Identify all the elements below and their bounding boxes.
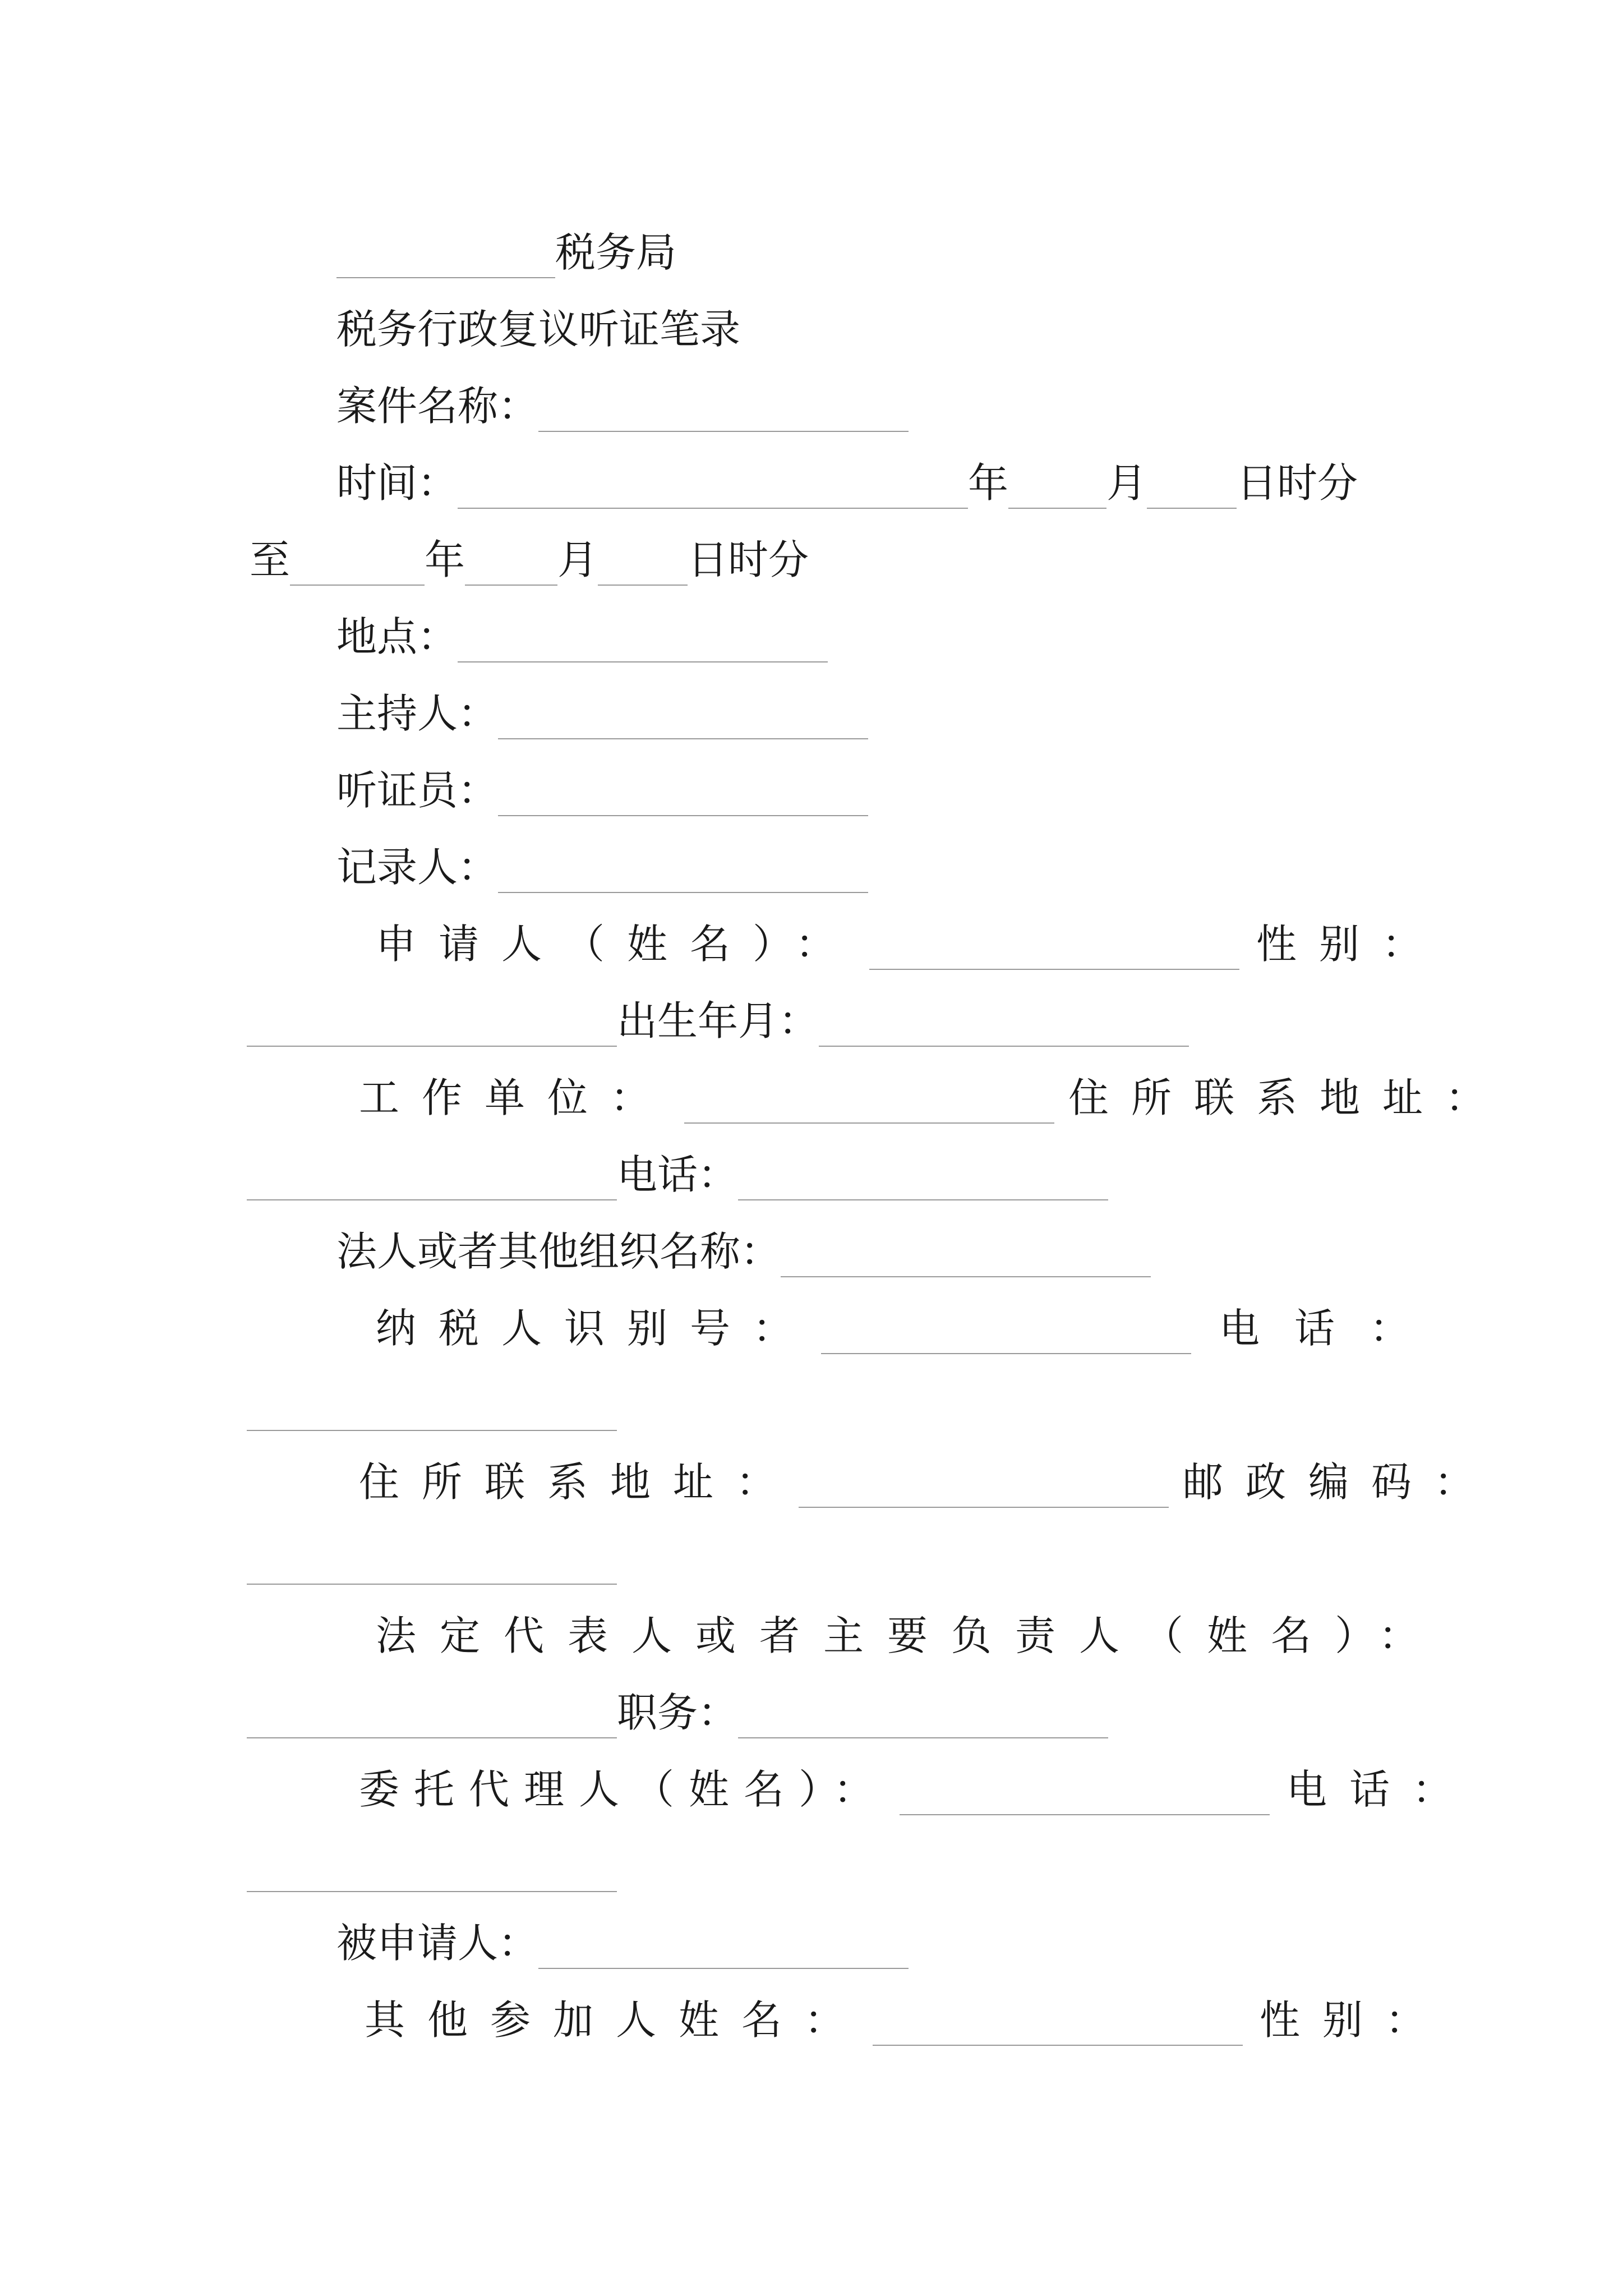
location-blank[interactable] [458, 661, 828, 662]
postal-code-blank-line [247, 1520, 617, 1587]
end-day-hour-minute-label: 日时分 [688, 536, 809, 583]
end-day-blank[interactable] [598, 585, 688, 586]
applicant-name-blank[interactable] [869, 969, 1239, 970]
document-title [336, 290, 740, 357]
location-label: 地点： [336, 613, 458, 660]
day-hour-minute-label: 日时分 [1237, 459, 1358, 507]
other-gender-label: 性别： [1260, 1996, 1449, 2044]
phone-line [247, 1135, 1108, 1203]
taxpayer-phone-blank[interactable] [247, 1430, 617, 1431]
legal-rep-line [376, 1596, 1442, 1664]
address-label: 住所联系地址： [1068, 1074, 1509, 1121]
host-blank[interactable] [498, 738, 868, 739]
position-label: 职务： [617, 1689, 739, 1736]
recorder-label: 记录人： [336, 844, 499, 891]
org-address-line [359, 1443, 1497, 1510]
time-month-blank[interactable] [1008, 508, 1106, 509]
agent-name-label: 委托代理人（姓名）： [359, 1766, 889, 1813]
hearing-officer-blank[interactable] [498, 815, 868, 816]
time-line [336, 444, 1358, 511]
bureau-label: 税务局 [555, 229, 677, 276]
taxpayer-id-blank[interactable] [821, 1353, 1191, 1354]
title-text: 税务行政复议听证笔录 [336, 306, 741, 353]
org-name-blank[interactable] [781, 1276, 1151, 1277]
time-label: 时间： [336, 459, 458, 507]
recorder-blank[interactable] [498, 892, 868, 893]
work-unit-blank[interactable] [684, 1122, 1054, 1124]
applicant-line [376, 905, 1445, 972]
month-label: 月 [1106, 459, 1147, 507]
taxpayer-id-line [376, 1289, 1445, 1356]
position-line [247, 1673, 1108, 1741]
other-participant-line [365, 1981, 1448, 2048]
hearing-officer-line [336, 751, 868, 818]
org-name-line [336, 1212, 1151, 1280]
time-end-line [250, 521, 809, 588]
agent-line [359, 1750, 1475, 1818]
other-participant-blank[interactable] [873, 2045, 1243, 2046]
agent-name-blank[interactable] [900, 1814, 1270, 1815]
work-unit-label: 工作单位： [359, 1074, 674, 1121]
applicant-name-label: 申请人（姓名）： [376, 921, 859, 968]
time-day-blank[interactable] [1147, 508, 1237, 509]
case-name-line [336, 367, 909, 434]
gender-label: 性别： [1256, 921, 1445, 968]
phone-blank[interactable] [738, 1199, 1108, 1200]
gender-blank[interactable] [247, 1046, 617, 1047]
bureau-blank[interactable] [336, 277, 555, 278]
time-year-blank[interactable] [458, 508, 968, 509]
birth-date-label: 出生年月： [617, 997, 819, 1045]
end-year-label: 年 [425, 536, 465, 583]
postal-code-blank[interactable] [247, 1584, 617, 1585]
position-blank[interactable] [738, 1737, 1108, 1738]
other-participant-label: 其他参加人姓名： [365, 1996, 868, 2044]
respondent-label: 被申请人： [336, 1920, 539, 1967]
to-label: 至 [250, 536, 291, 583]
recorder-line [336, 828, 868, 895]
address-blank[interactable] [247, 1199, 617, 1200]
case-name-label: 案件名称： [336, 383, 539, 430]
agent-phone-blank-line [247, 1827, 617, 1894]
legal-rep-blank[interactable] [247, 1737, 617, 1738]
org-address-blank[interactable] [799, 1507, 1169, 1508]
postal-code-label: 邮政编码： [1183, 1458, 1497, 1506]
birth-date-blank[interactable] [819, 1046, 1189, 1047]
host-label: 主持人： [336, 690, 499, 737]
end-month-blank[interactable] [465, 585, 557, 586]
taxpayer-id-label: 纳税人识别号： [376, 1305, 816, 1352]
taxpayer-phone-blank-line [247, 1366, 617, 1433]
agent-phone-label: 电话： [1287, 1766, 1476, 1813]
birth-line [247, 982, 1189, 1049]
agent-phone-blank[interactable] [247, 1891, 617, 1892]
end-year-blank[interactable] [290, 585, 425, 586]
respondent-blank[interactable] [538, 1968, 909, 1969]
org-address-label: 住所联系地址： [359, 1458, 799, 1506]
year-label: 年 [968, 459, 1009, 507]
hearing-officer-label: 听证员： [336, 767, 499, 814]
host-line [336, 674, 868, 742]
bureau-line [336, 213, 676, 280]
respondent-line [336, 1904, 909, 1971]
end-month-label: 月 [557, 536, 598, 583]
work-unit-line [359, 1059, 1508, 1126]
case-name-blank[interactable] [538, 431, 909, 432]
org-name-label: 法人或者其他组织名称： [336, 1228, 781, 1275]
legal-rep-label: 法定代表人或者主要负责人（姓名）： [376, 1612, 1443, 1659]
phone-label: 电话： [617, 1151, 739, 1198]
location-line [336, 597, 828, 665]
taxpayer-phone-label: 电话： [1219, 1305, 1445, 1352]
